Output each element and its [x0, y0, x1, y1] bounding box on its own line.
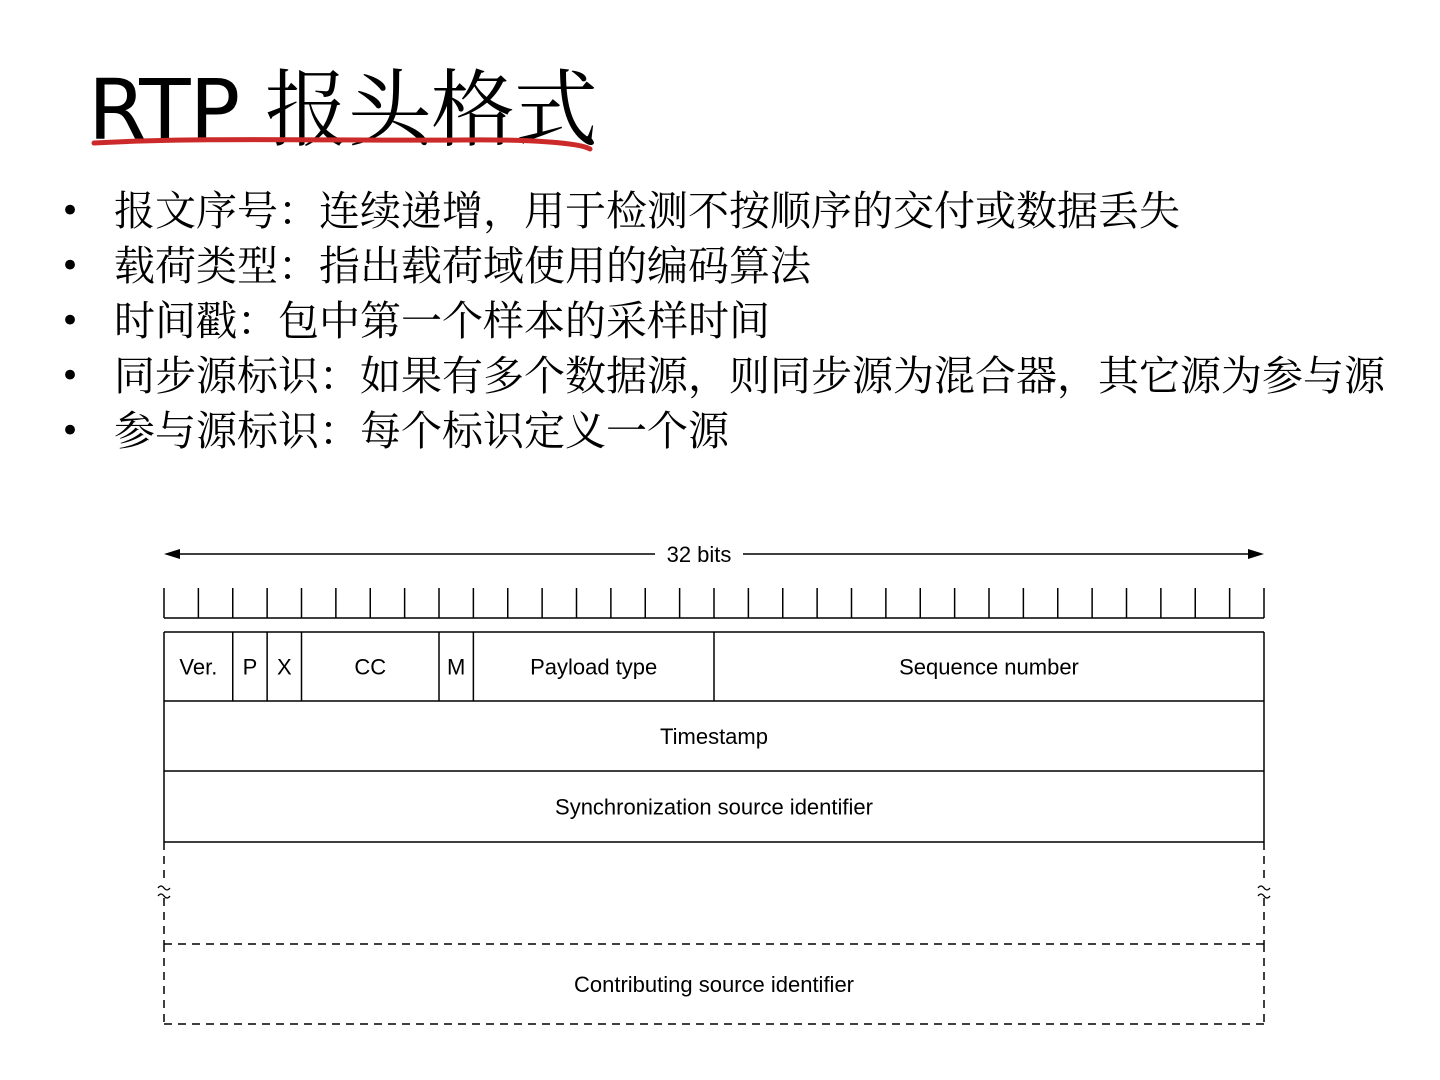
- bullet-text: 参与源标识：每个标识定义一个源: [114, 407, 729, 455]
- field-label: X: [276, 654, 292, 680]
- bullet-text: 报文序号：连续递增，用于检测不按顺序的交付或数据丢失: [114, 187, 1180, 235]
- field-label: Ver.: [179, 654, 218, 680]
- field-label: P: [242, 654, 258, 680]
- field-label: CC: [354, 654, 387, 680]
- field-label: Timestamp: [660, 724, 768, 749]
- bullet-dot: •: [60, 356, 81, 396]
- field-label: Synchronization source identifier: [555, 794, 873, 820]
- field-label: M: [447, 654, 466, 680]
- bullet-text: 同步源标识：如果有多个数据源，则同步源为混合器，其它源为参与源: [114, 352, 1385, 400]
- arrowhead-right: [1248, 549, 1264, 559]
- bullet-text: 时间戳：包中第一个样本的采样时间: [114, 297, 770, 345]
- field-label: Contributing source identifier: [573, 972, 855, 997]
- bullet-dot: •: [60, 246, 81, 286]
- field-label: Sequence number: [899, 654, 1079, 680]
- bullet-dot: •: [60, 411, 81, 451]
- slide-title: RTP 报头格式: [88, 61, 597, 159]
- width-label: 32 bits: [666, 542, 732, 567]
- field-label: Payload type: [530, 654, 658, 680]
- arrowhead-left: [164, 549, 180, 559]
- bullet-dot: •: [60, 191, 81, 231]
- bullet-dot: •: [60, 301, 81, 341]
- bullet-text: 载荷类型：指出载荷域使用的编码算法: [114, 242, 811, 290]
